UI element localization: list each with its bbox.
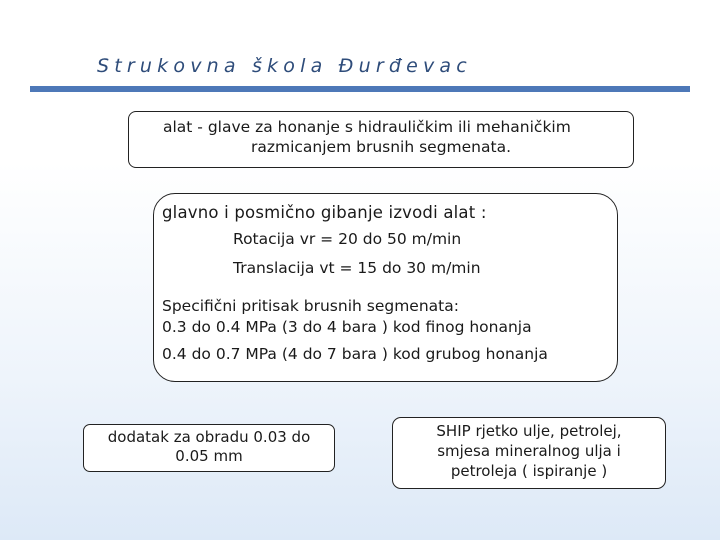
- translation-speed: Translacija vt = 15 do 30 m/min: [233, 259, 481, 277]
- tool-description-line-2: razmicanjem brusnih segmenata.: [250, 138, 512, 156]
- allowance-line-2: 0.05 mm: [175, 447, 243, 465]
- coolant-line-3: petroleja ( ispiranje ): [450, 462, 608, 480]
- title-divider: [30, 86, 417, 92]
- title-divider-right: [417, 86, 690, 92]
- coolant-line-2: smjesa mineralnog ulja i: [437, 442, 621, 460]
- slide-title: Strukovna škola Đurđevac: [97, 55, 472, 77]
- coolant-line-1: SHIP rjetko ulje, petrolej,: [436, 422, 622, 440]
- pressure-label: Specifični pritisak brusnih segmenata:: [162, 297, 459, 315]
- machining-allowance-box: [83, 424, 335, 472]
- coolant-box: [392, 417, 666, 489]
- coarse-honing-pressure: 0.4 do 0.7 MPa (4 do 7 bara ) kod grubog honanja: [162, 345, 548, 363]
- rotation-speed: Rotacija vr = 20 do 50 m/min: [233, 230, 462, 248]
- tool-description-box: [128, 111, 634, 168]
- tool-description-line-1: alat - glave za honanje s hidrauličkim ili mehaničkim: [163, 118, 571, 136]
- allowance-line-1: dodatak za obradu 0.03 do: [107, 428, 311, 446]
- fine-honing-pressure: 0.3 do 0.4 MPa (3 do 4 bara ) kod finog honanja: [162, 318, 532, 336]
- motion-heading: glavno i posmično gibanje izvodi alat :: [162, 203, 487, 222]
- motion-parameters-box: [153, 193, 618, 382]
